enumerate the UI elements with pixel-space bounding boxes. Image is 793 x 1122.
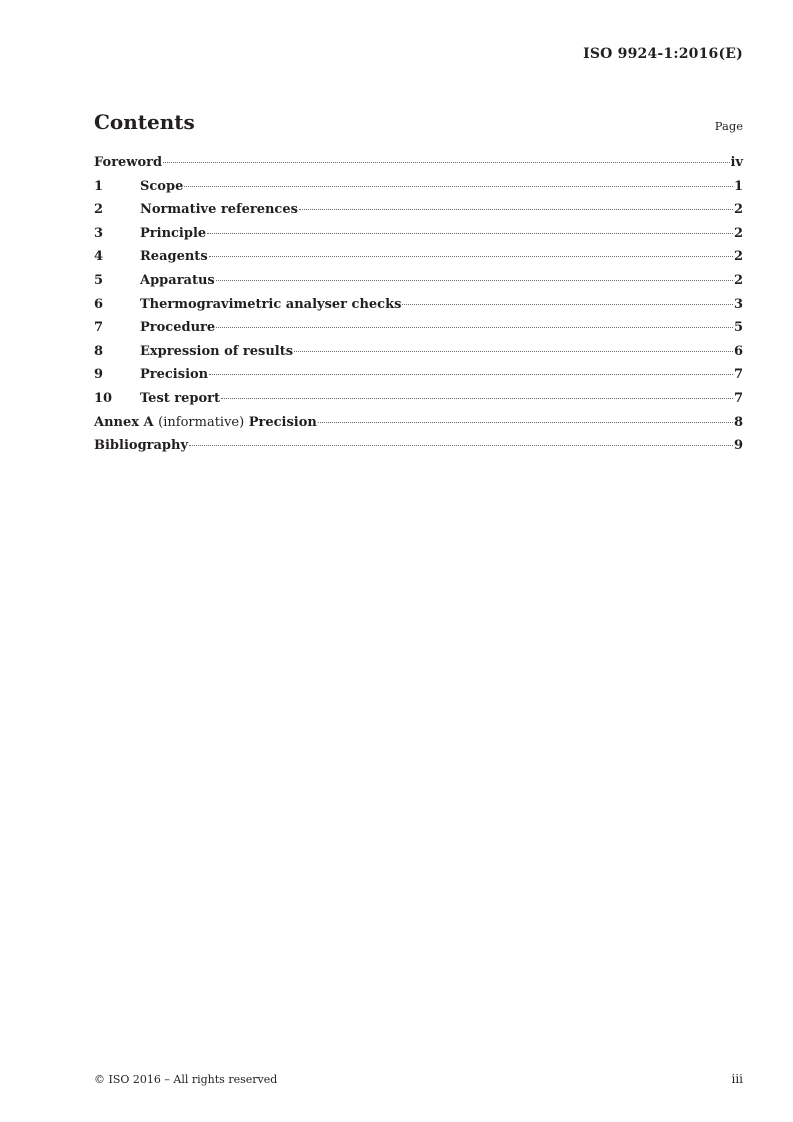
page-column-label: Page: [714, 119, 743, 133]
document-identifier: ISO 9924-1:2016(E): [583, 46, 743, 62]
toc-entry-number: 7: [94, 320, 104, 336]
dot-leader: [294, 351, 733, 352]
toc-entry-title: Normative references: [140, 202, 298, 218]
table-of-contents: [94, 155, 743, 462]
toc-entry-number: 5: [94, 272, 104, 288]
toc-entry-title: Reagents: [140, 249, 208, 265]
toc-entry-page: 2: [733, 225, 743, 241]
dot-leader: [402, 304, 733, 305]
dot-leader: [207, 233, 733, 234]
toc-entry-page: 2: [733, 272, 743, 288]
toc-entry-procedure[interactable]: [94, 320, 743, 344]
toc-entry-title: Scope: [140, 178, 184, 194]
toc-entry-page: 8: [733, 414, 743, 430]
toc-entry-principle[interactable]: [94, 226, 743, 250]
toc-entry-analyser-checks[interactable]: [94, 297, 743, 321]
toc-entry-reagents[interactable]: [94, 249, 743, 273]
dot-leader: [184, 186, 733, 187]
toc-entry-number: 8: [94, 343, 104, 359]
annex-type: (informative): [158, 414, 245, 430]
dot-leader: [209, 256, 733, 257]
toc-entry-title: Test report: [140, 390, 221, 406]
dot-leader: [318, 422, 733, 423]
toc-entry-annex-a[interactable]: [94, 415, 743, 439]
contents-heading-row: [94, 110, 743, 140]
dot-leader: [299, 209, 733, 210]
dot-leader: [216, 280, 733, 281]
toc-entry-page: 3: [733, 296, 743, 312]
toc-entry-title: Expression of results: [140, 343, 294, 359]
annex-label: Annex A: [94, 414, 154, 430]
toc-entry-title: Bibliography: [94, 438, 189, 454]
dot-leader: [216, 327, 733, 328]
toc-entry-number: 1: [94, 178, 104, 194]
toc-entry-title: Precision: [140, 367, 209, 383]
toc-entry-number: 3: [94, 225, 104, 241]
toc-entry-title: Thermogravimetric analyser checks: [140, 296, 402, 312]
toc-entry-number: 9: [94, 367, 104, 383]
toc-entry-number: 4: [94, 249, 104, 265]
toc-entry-title: Foreword: [94, 155, 163, 170]
toc-entry-title: [94, 415, 317, 430]
toc-entry-precision[interactable]: [94, 367, 743, 391]
toc-entry-number: 10: [94, 390, 113, 406]
contents-title: Contents: [94, 110, 195, 134]
toc-entry-page: 5: [733, 320, 743, 336]
copyright-notice: © ISO 2016 – All rights reserved: [94, 1073, 278, 1086]
page-number: iii: [731, 1072, 743, 1086]
toc-entry-scope[interactable]: [94, 179, 743, 203]
toc-entry-foreword[interactable]: [94, 155, 743, 179]
toc-entry-bibliography[interactable]: [94, 438, 743, 462]
toc-entry-title: Principle: [140, 225, 207, 241]
toc-entry-page: 6: [733, 343, 743, 359]
toc-entry-page: 2: [733, 202, 743, 218]
toc-entry-title: Procedure: [140, 320, 216, 336]
toc-entry-page: 2: [733, 249, 743, 265]
toc-entry-page: iv: [730, 155, 743, 170]
dot-leader: [221, 398, 733, 399]
dot-leader: [209, 374, 733, 375]
toc-entry-number: 6: [94, 296, 104, 312]
annex-title: Precision: [248, 414, 317, 430]
toc-entry-apparatus[interactable]: [94, 273, 743, 297]
toc-entry-title: Apparatus: [140, 272, 215, 288]
toc-entry-page: 7: [733, 390, 743, 406]
toc-entry-test-report[interactable]: [94, 391, 743, 415]
toc-entry-expression-of-results[interactable]: [94, 344, 743, 368]
dot-leader: [163, 162, 729, 163]
toc-entry-page: 9: [733, 438, 743, 454]
toc-entry-number: 2: [94, 202, 104, 218]
toc-entry-page: 7: [733, 367, 743, 383]
dot-leader: [189, 445, 733, 446]
toc-entry-page: 1: [733, 178, 743, 194]
toc-entry-normative-references[interactable]: [94, 202, 743, 226]
